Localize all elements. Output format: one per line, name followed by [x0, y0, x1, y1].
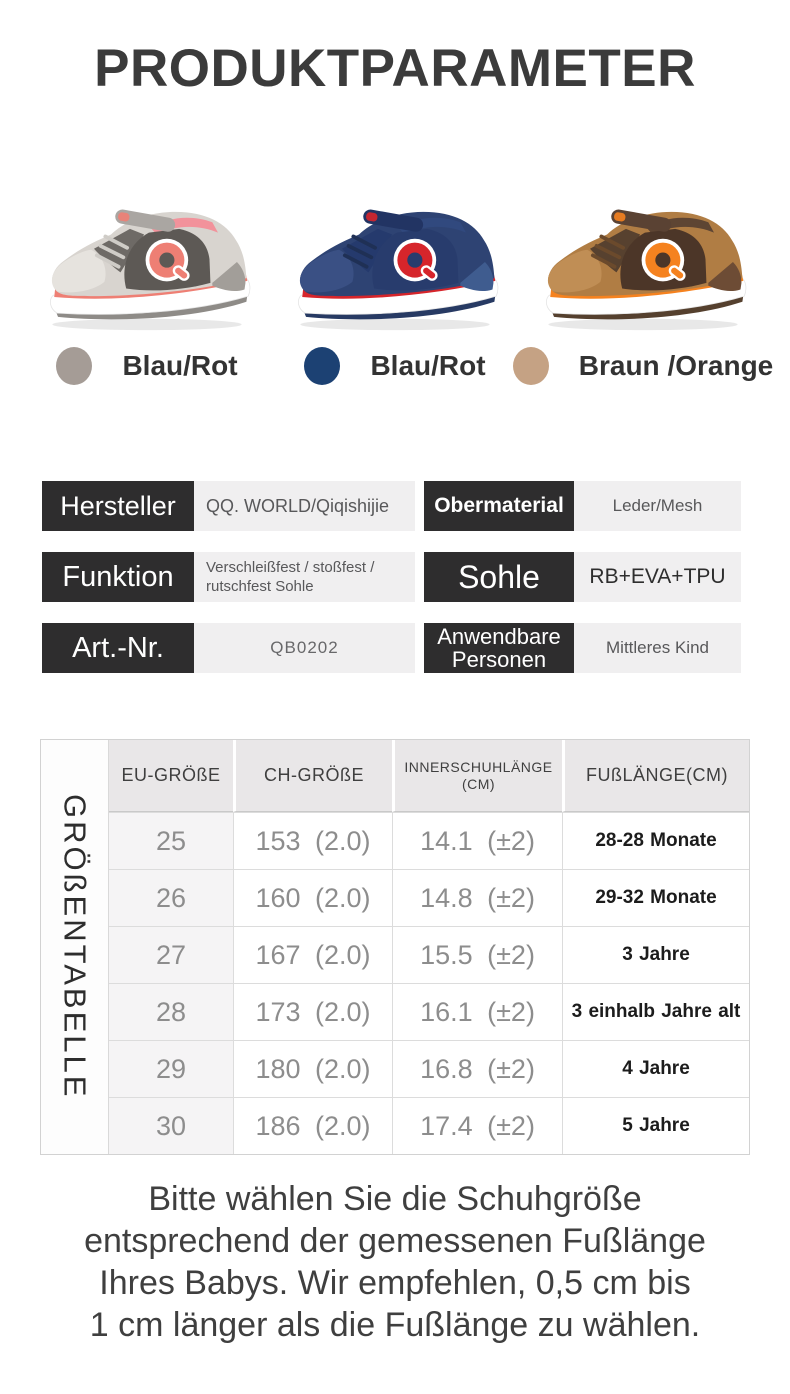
product-colorway-3 — [522, 191, 774, 385]
size-table-cell: 14.8 (±2) — [392, 869, 562, 926]
size-table — [40, 739, 750, 1155]
size-table-header — [392, 740, 562, 812]
colorway-label: Blau/Rot — [370, 350, 486, 381]
sneaker-photo — [276, 191, 514, 333]
size-table-cell: 16.8 (±2) — [392, 1040, 562, 1097]
parameter-value: Verschleißfest / stoßfest / rutschfest Sohle — [194, 552, 415, 602]
colorway-legend — [513, 347, 773, 385]
note-line: 1 cm länger als die Fußlänge zu wählen. — [89, 1306, 701, 1344]
note-line: Bitte wählen Sie die Schuhgröße — [148, 1180, 642, 1218]
parameter-label: Funktion — [42, 552, 194, 602]
color-swatch-icon — [304, 347, 340, 385]
parameter-label: Hersteller — [42, 481, 194, 531]
size-table-cell: 167 (2.0) — [233, 926, 392, 983]
sneaker-photo — [28, 191, 266, 333]
parameter-value: RB+EVA+TPU — [574, 552, 741, 602]
size-advice-note — [0, 1178, 790, 1346]
header-label: FUßLÄNGE(CM) — [586, 765, 728, 785]
product-parameters-grid — [42, 481, 741, 673]
color-swatch-icon — [513, 347, 549, 385]
product-colorway-1 — [26, 191, 268, 385]
size-table-cell: 28-28 Monate — [562, 812, 749, 869]
size-table-cell: 28 — [109, 983, 233, 1040]
parameter-row — [424, 623, 741, 673]
header-label: EU-GRÖßE — [121, 765, 221, 785]
size-table-cell: 16.1 (±2) — [392, 983, 562, 1040]
size-table-header — [233, 740, 392, 812]
header-sub-label: (CM) — [461, 776, 496, 792]
size-table-cell: 14.1 (±2) — [392, 812, 562, 869]
parameter-value: QQ. WORLD/Qiqishijie — [194, 481, 415, 531]
size-table-cell: 180 (2.0) — [233, 1040, 392, 1097]
colorway-label: Blau/Rot — [122, 350, 238, 381]
colorway-legend — [56, 347, 237, 385]
size-table-cell: 5 Jahre — [562, 1097, 749, 1154]
header-label: CH-GRÖßE — [264, 765, 364, 785]
parameter-label: Sohle — [424, 552, 574, 602]
size-table-header — [562, 740, 749, 812]
size-table-cell: 17.4 (±2) — [392, 1097, 562, 1154]
parameter-row — [42, 552, 415, 602]
parameter-row — [42, 481, 415, 531]
colorway-legend — [304, 347, 485, 385]
size-table-cell: 173 (2.0) — [233, 983, 392, 1040]
parameter-value: Leder/Mesh — [574, 481, 741, 531]
product-colorways-row — [0, 191, 790, 385]
parameter-label: Obermaterial — [424, 481, 574, 531]
size-table-cell: 160 (2.0) — [233, 869, 392, 926]
colorway-label: Braun /Orange — [578, 350, 774, 381]
parameter-row — [424, 481, 741, 531]
size-table-side-title — [41, 740, 109, 1154]
header-label: INNERSCHUHLÄNGE — [404, 759, 553, 775]
size-table-cell: 3 Jahre — [562, 926, 749, 983]
size-table-cell: 153 (2.0) — [233, 812, 392, 869]
size-table-cell: 26 — [109, 869, 233, 926]
parameter-label: Anwendbare Personen — [424, 623, 574, 673]
size-table-cell: 27 — [109, 926, 233, 983]
size-table-cell: 186 (2.0) — [233, 1097, 392, 1154]
size-table-cell: 29 — [109, 1040, 233, 1097]
page-title: PRODUKTPARAMETER — [94, 39, 696, 98]
parameter-row — [42, 623, 415, 673]
size-table-cell: 4 Jahre — [562, 1040, 749, 1097]
color-swatch-icon — [56, 347, 92, 385]
sneaker-photo — [524, 191, 762, 333]
size-table-cell: 3 einhalb Jahre alt — [562, 983, 749, 1040]
size-table-cell: 15.5 (±2) — [392, 926, 562, 983]
parameter-value: Mittleres Kind — [574, 623, 741, 673]
parameter-row — [424, 552, 741, 602]
parameter-value: QB0202 — [194, 623, 415, 673]
note-line: Ihres Babys. Wir empfehlen, 0,5 cm bis — [99, 1264, 691, 1302]
product-colorway-2 — [274, 191, 516, 385]
size-table-cell: 30 — [109, 1097, 233, 1154]
note-line: entsprechend der gemessenen Fußlänge — [84, 1222, 706, 1260]
size-table-cell: 29-32 Monate — [562, 869, 749, 926]
size-table-cell: 25 — [109, 812, 233, 869]
parameter-label: Art.-Nr. — [42, 623, 194, 673]
size-table-header — [109, 740, 233, 812]
size-table-side-title-text: GRÖßENTABELLE — [57, 794, 93, 1100]
